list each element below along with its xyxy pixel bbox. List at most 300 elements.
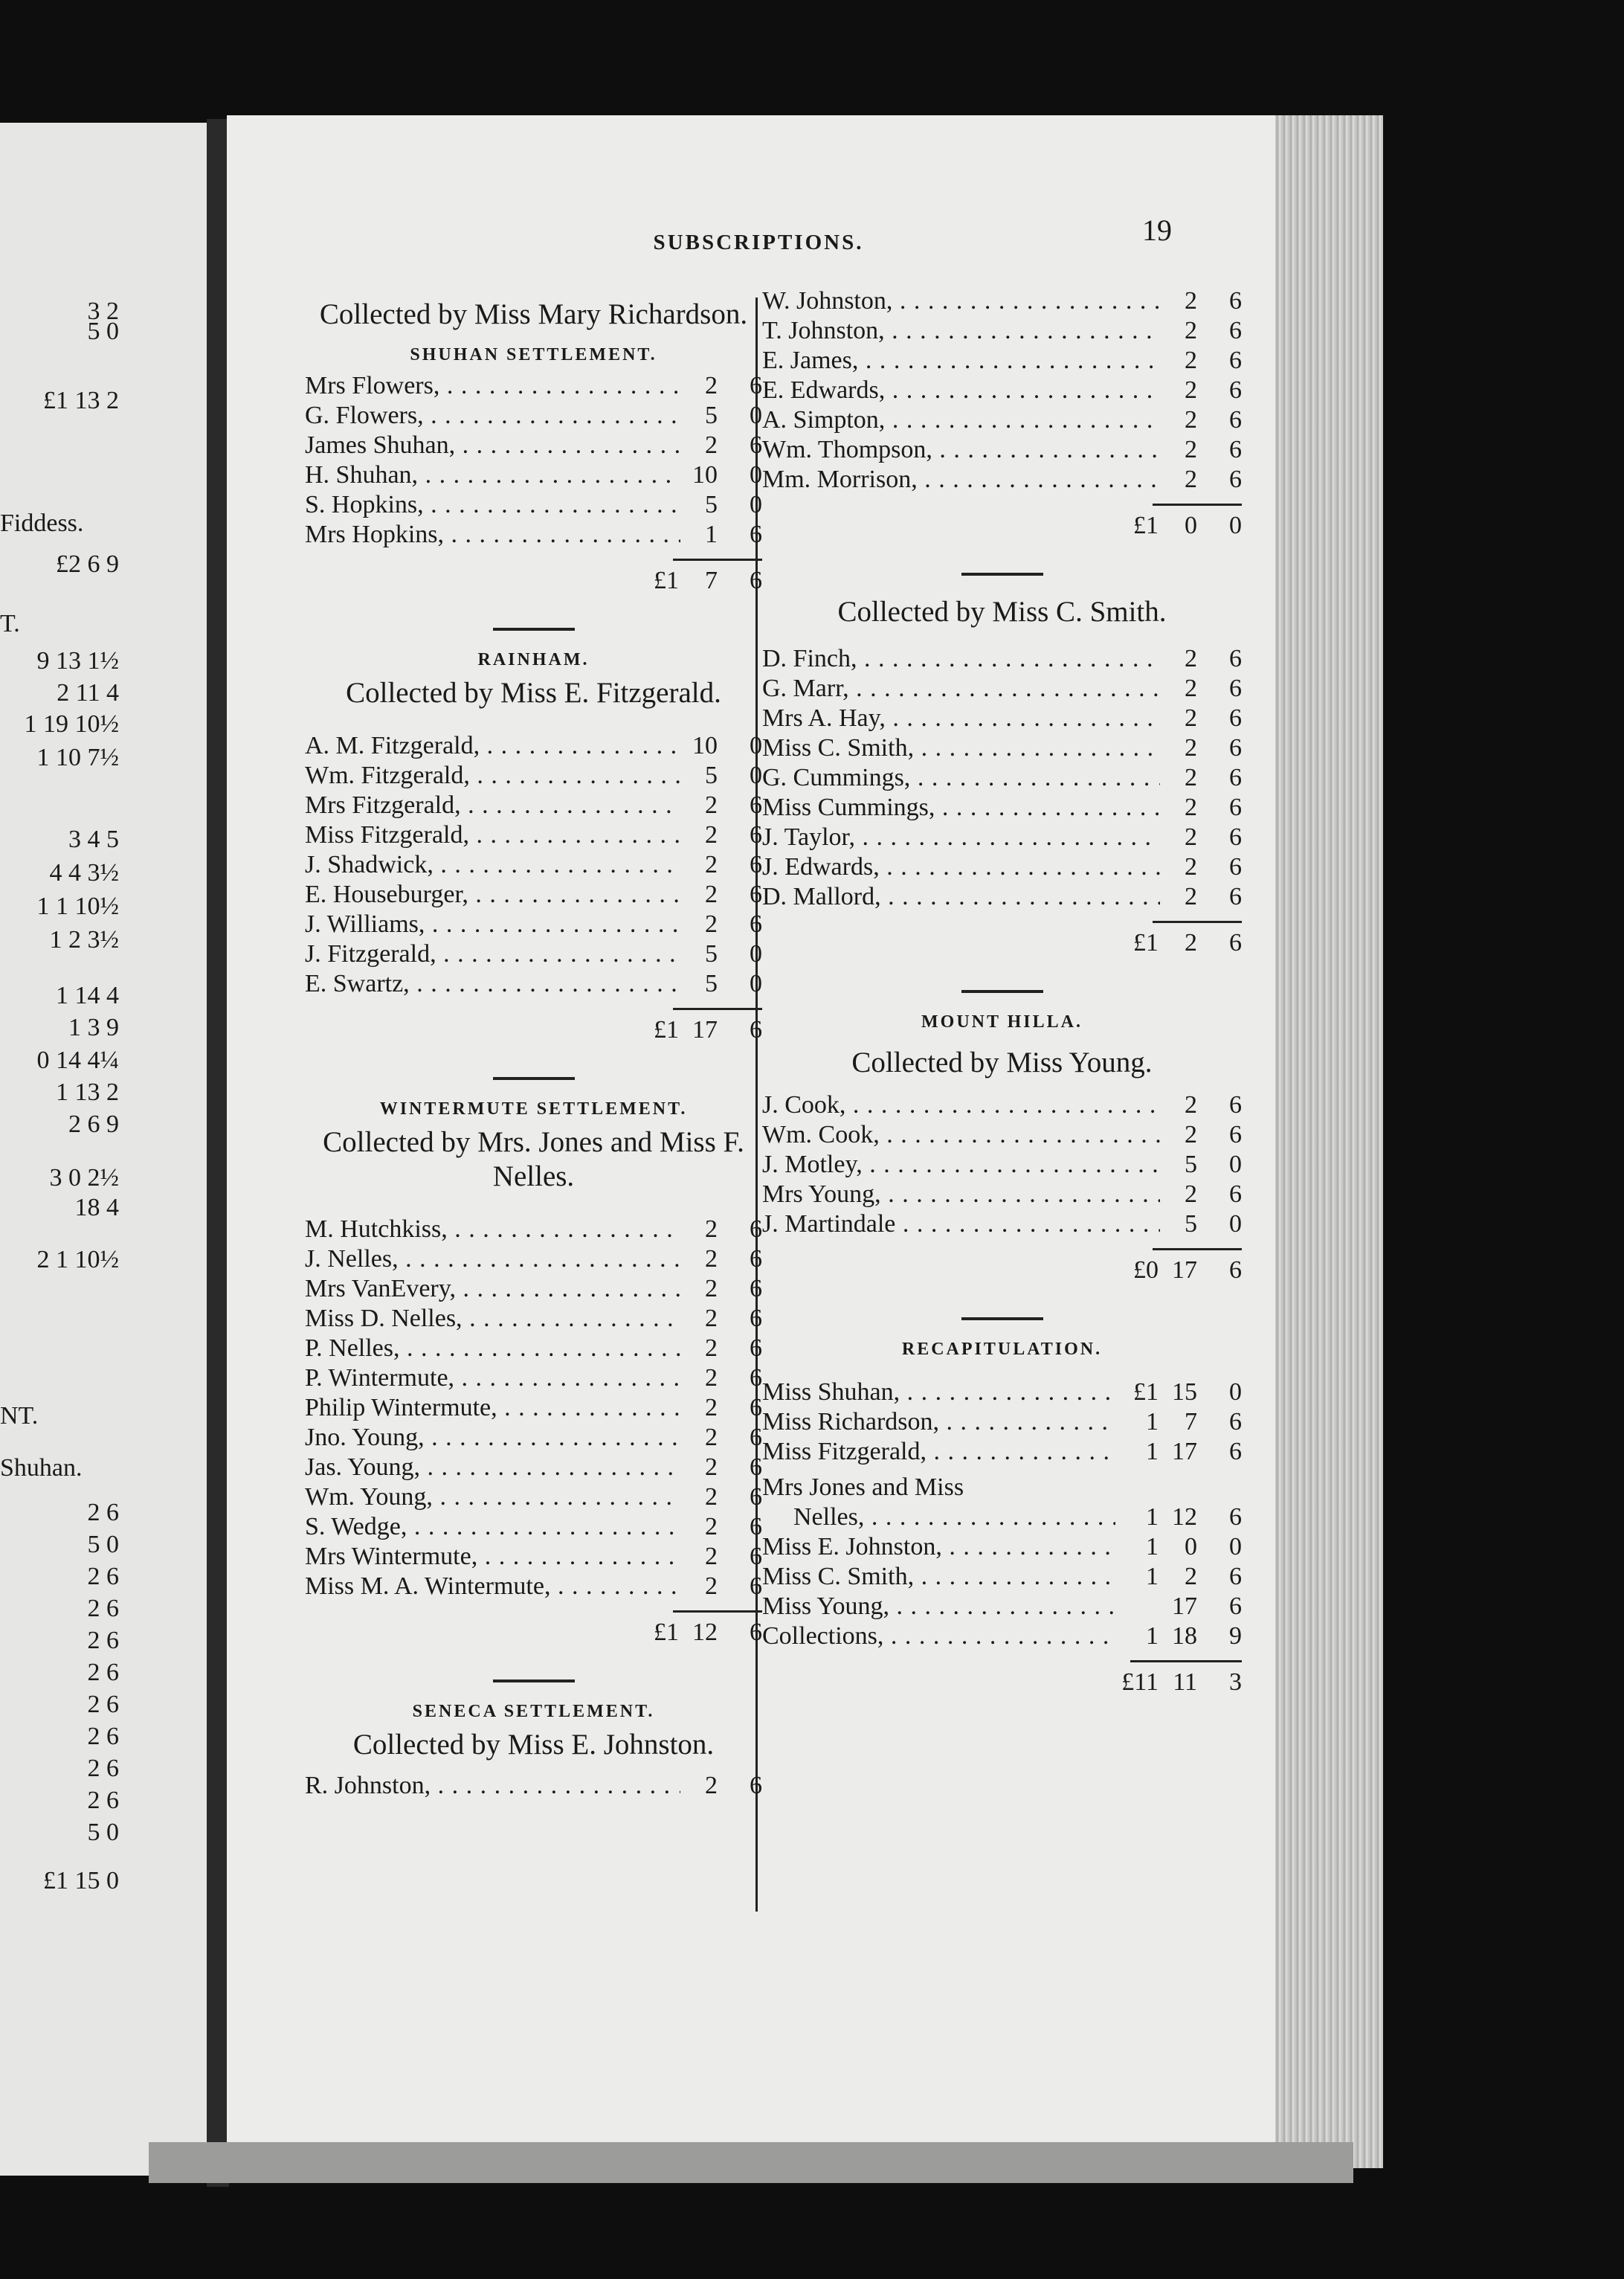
list-item <box>762 1209 1242 1239</box>
block-total <box>762 512 1242 543</box>
sum-rule <box>673 1610 762 1613</box>
facing-page-value: 0 14 4¼ <box>36 1047 119 1074</box>
subscriber-name: E. James, . . . <box>762 346 1160 376</box>
amount-shillings: 2 <box>1185 794 1197 821</box>
amount-shillings: 2 <box>705 1513 718 1540</box>
list-item <box>762 882 1242 912</box>
sum-rule <box>1130 1660 1242 1662</box>
facing-page-value: 2 1 10½ <box>36 1246 119 1273</box>
amount-shillings: 7 <box>1185 1408 1197 1436</box>
amount-pounds: 1 <box>1146 1503 1159 1531</box>
amount-shillings: 2 <box>705 1572 718 1600</box>
amount-pence: 0 <box>750 762 762 789</box>
amount-pence: 0 <box>750 970 762 997</box>
list-item <box>762 823 1242 852</box>
block-total <box>305 1016 762 1047</box>
total-shillings: 17 <box>692 1016 718 1044</box>
page-number: 19 <box>1142 213 1172 247</box>
amount-shillings: 2 <box>1185 823 1197 851</box>
list-item <box>762 1180 1242 1209</box>
subscriber-list <box>305 731 762 999</box>
amount-shillings: 5 <box>705 940 718 968</box>
subscriber-name: E. Edwards, . . . <box>762 376 1160 405</box>
total-pounds: £1 <box>1133 512 1159 539</box>
list-item <box>305 731 762 761</box>
list-item <box>762 1562 1242 1592</box>
facing-page-value: 2 6 9 <box>68 1110 119 1138</box>
subscriber-name: Mrs Fitzgerald, . . . <box>305 791 680 820</box>
collector-heading: Collected by Miss Young. <box>851 1047 1153 1079</box>
subscriber-name: Mrs Hopkins, . . . <box>305 520 680 550</box>
facing-page-value: 2 6 <box>87 1723 119 1750</box>
list-item <box>305 1274 762 1304</box>
total-shillings: 7 <box>705 567 718 594</box>
sum-rule <box>1153 504 1242 506</box>
subscriber-name: Miss Cummings, . . . <box>762 793 1160 823</box>
amount-pence: 6 <box>750 1394 762 1421</box>
facing-page-value: 1 19 10½ <box>24 710 119 738</box>
list-item <box>305 401 762 431</box>
total-pence: 6 <box>1229 929 1242 957</box>
facing-page-line: NT. <box>0 1402 39 1430</box>
running-head: SUBSCRIPTIONS. <box>653 231 864 254</box>
left-column <box>305 298 762 1801</box>
subscriber-name: J. Williams, . . . <box>305 910 680 939</box>
total-shillings: 17 <box>1172 1256 1197 1284</box>
subscriber-name: J. Taylor, . . . <box>762 823 1160 852</box>
amount-pence: 0 <box>1229 1533 1242 1560</box>
subscriber-name: Wm. Cook, . . . <box>762 1120 1160 1150</box>
facing-page-value: 1 3 9 <box>68 1014 119 1041</box>
amount-shillings: 2 <box>1185 1180 1197 1208</box>
subscriber-name: J. Edwards, . . . <box>762 852 1160 882</box>
amount-pounds: 1 <box>1146 1408 1159 1436</box>
amount-shillings: 2 <box>1185 287 1197 315</box>
list-item <box>762 1090 1242 1120</box>
amount-pence: 0 <box>750 491 762 518</box>
subscriber-name: Miss Fitzgerald, . . . <box>762 1437 1115 1467</box>
facing-page-value: 1 10 7½ <box>36 744 119 771</box>
subscriber-name: J. Fitzgerald, . . . <box>305 939 680 969</box>
amount-pence: 6 <box>1229 1503 1242 1531</box>
section-title: RAINHAM. <box>477 650 590 669</box>
amount-pence: 6 <box>1229 317 1242 344</box>
subscriber-name: J. Cook, . . . <box>762 1090 1160 1120</box>
subscriber-name: E. Swartz, . . . <box>305 969 680 999</box>
subscriber-name: A. M. Fitzgerald, . . . <box>305 731 680 761</box>
subscriber-list <box>305 371 762 550</box>
section-title: WINTERMUTE SETTLEMENT. <box>379 1099 688 1119</box>
subscriber-name: Miss E. Johnston, . . . <box>762 1532 1115 1562</box>
amount-pence: 6 <box>1229 1091 1242 1119</box>
subscriber-name: Mrs Wintermute, . . . <box>305 1542 680 1572</box>
amount-pounds: 1 <box>1146 1622 1159 1650</box>
subscriber-name: R. Johnston, . . . <box>305 1771 680 1801</box>
amount-pence: 0 <box>750 402 762 429</box>
amount-shillings: 5 <box>705 491 718 518</box>
facing-page-value: 1 2 3½ <box>49 926 119 954</box>
amount-shillings: 2 <box>705 1245 718 1273</box>
facing-page-line: T. <box>0 610 20 637</box>
amount-shillings: 5 <box>1185 1210 1197 1238</box>
amount-pence: 6 <box>1229 1592 1242 1620</box>
subscriber-name: J. Shadwick, . . . <box>305 850 680 880</box>
list-item <box>305 1542 762 1572</box>
amount-shillings: 5 <box>705 402 718 429</box>
total-pence: 6 <box>1229 1256 1242 1284</box>
amount-pence: 6 <box>1229 883 1242 910</box>
facing-page-value: 2 11 4 <box>57 679 119 707</box>
facing-page-value: 2 6 <box>87 1595 119 1622</box>
facing-page-value: 2 6 <box>87 1659 119 1686</box>
subscriber-name: Jas. Young, . . . <box>305 1453 680 1482</box>
amount-shillings: 17 <box>1172 1438 1197 1465</box>
subscriber-name: Mrs Flowers, . . . <box>305 371 680 401</box>
list-item <box>305 1512 762 1542</box>
total-shillings: 0 <box>1185 512 1197 539</box>
subscriber-name: E. Houseburger, . . . <box>305 880 680 910</box>
list-item <box>762 1621 1242 1651</box>
amount-pence: 6 <box>1229 704 1242 732</box>
list-item <box>305 969 762 999</box>
amount-pence: 6 <box>750 910 762 938</box>
list-item <box>305 431 762 460</box>
total-pounds: £1 <box>654 567 679 594</box>
amount-shillings: 2 <box>1185 406 1197 434</box>
amount-shillings: 2 <box>705 1334 718 1362</box>
list-item <box>762 286 1242 316</box>
subscriber-name: W. Johnston, . . . <box>762 286 1160 316</box>
facing-page-value: 9 13 1½ <box>36 647 119 675</box>
list-item <box>305 850 762 880</box>
right-column <box>762 286 1242 1700</box>
subscriber-name: Miss Richardson, . . . <box>762 1407 1115 1437</box>
subscriber-list <box>305 1771 762 1801</box>
facing-page-value: 5 0 <box>87 1531 119 1558</box>
subscriber-name: Miss C. Smith, . . . <box>762 1562 1115 1592</box>
total-pence: 0 <box>1229 512 1242 539</box>
amount-pence: 6 <box>1229 466 1242 493</box>
block-total <box>762 1256 1242 1288</box>
subscriber-name: Philip Wintermute, . . . <box>305 1393 680 1423</box>
amount-pence: 6 <box>750 1483 762 1511</box>
subscriber-name: Miss M. A. Wintermute, . . . <box>305 1572 680 1601</box>
list-item <box>305 1244 762 1274</box>
amount-shillings: 2 <box>1185 853 1197 881</box>
amount-pence: 6 <box>750 1245 762 1273</box>
block-total <box>305 1619 762 1650</box>
facing-page-value: 2 6 <box>87 1787 119 1814</box>
list-item <box>305 1572 762 1601</box>
list-item <box>305 820 762 850</box>
total-pounds: £1 <box>654 1016 679 1044</box>
facing-page-value: 4 4 3½ <box>49 859 119 887</box>
amount-shillings: 10 <box>692 461 718 489</box>
list-item <box>762 1378 1242 1407</box>
amount-pence: 6 <box>750 881 762 908</box>
list-item <box>762 674 1242 704</box>
amount-shillings: 2 <box>1185 466 1197 493</box>
facing-page-value: £2 6 9 <box>56 550 119 578</box>
subscriber-name: Collections, . . . <box>762 1621 1115 1651</box>
amount-shillings: 5 <box>1185 1151 1197 1178</box>
book-gutter <box>207 119 229 2187</box>
list-item <box>305 880 762 910</box>
facing-page-value: 1 14 4 <box>56 982 119 1009</box>
facing-page-value: 1 1 10½ <box>36 893 119 920</box>
amount-pence: 6 <box>750 821 762 849</box>
amount-shillings: 2 <box>705 910 718 938</box>
section-title: SHUHAN SETTLEMENT. <box>410 345 657 364</box>
amount-pence: 6 <box>1229 794 1242 821</box>
amount-shillings: 2 <box>705 1275 718 1302</box>
subscriber-name: Jno. Young, . . . <box>305 1423 680 1453</box>
collector-heading: Collected by Miss E. Johnston. <box>352 1729 715 1761</box>
facing-page-value: £1 13 2 <box>43 387 119 414</box>
list-item <box>762 793 1242 823</box>
subscriber-name: A. Simpton, . . . <box>762 405 1160 435</box>
list-item <box>762 1437 1242 1467</box>
subscriber-name: Miss C. Smith, . . . <box>762 733 1160 763</box>
subscriber-name: Miss Fitzgerald, . . . <box>305 820 680 850</box>
amount-shillings: 1 <box>705 521 718 548</box>
subscriber-name: P. Nelles, . . . <box>305 1334 680 1363</box>
amount-pence: 6 <box>750 372 762 399</box>
amount-shillings: 2 <box>1185 347 1197 374</box>
amount-shillings: 18 <box>1172 1622 1197 1650</box>
subscriber-name: Mrs A. Hay, . . . <box>762 704 1160 733</box>
amount-shillings: 2 <box>705 1483 718 1511</box>
amount-shillings: 2 <box>1185 376 1197 404</box>
amount-shillings: 2 <box>705 1453 718 1481</box>
amount-pence: 6 <box>750 521 762 548</box>
recap-list <box>762 1502 1242 1532</box>
amount-pence: 6 <box>750 1572 762 1600</box>
amount-pence: 6 <box>1229 645 1242 672</box>
amount-shillings: 2 <box>705 851 718 878</box>
sum-rule <box>1153 921 1242 923</box>
subscriber-name: P. Wintermute, . . . <box>305 1363 680 1393</box>
amount-pence: 6 <box>1229 287 1242 315</box>
amount-pence: 6 <box>1229 823 1242 851</box>
list-item <box>762 465 1242 495</box>
section-divider <box>493 628 575 631</box>
amount-pence: 6 <box>750 1334 762 1362</box>
amount-pence: 0 <box>750 461 762 489</box>
amount-shillings: 2 <box>705 1305 718 1332</box>
amount-pounds: 1 <box>1146 1533 1159 1560</box>
amount-pounds: £1 <box>1133 1378 1159 1406</box>
amount-pence: 6 <box>1229 436 1242 463</box>
facing-page-value: 5 0 <box>87 1819 119 1846</box>
recap-list <box>762 1532 1242 1651</box>
amount-shillings: 2 <box>1185 1091 1197 1119</box>
total-pounds: £11 <box>1121 1668 1159 1696</box>
subscriber-name: H. Shuhan, . . . <box>305 460 680 490</box>
amount-pence: 0 <box>1229 1151 1242 1178</box>
section-divider <box>493 1679 575 1682</box>
section-title: MOUNT HILLA. <box>921 1012 1083 1032</box>
amount-pence: 6 <box>1229 675 1242 702</box>
total-shillings: 2 <box>1185 929 1197 957</box>
collector-heading: Collected by Mrs. Jones and Miss F. Nelles. <box>323 1126 744 1192</box>
total-shillings: 12 <box>692 1619 718 1646</box>
subscriber-name: Wm. Young, . . . <box>305 1482 680 1512</box>
amount-pence: 6 <box>1229 734 1242 762</box>
facing-page-fragment <box>0 123 207 2176</box>
subscriber-name: S. Wedge, . . . <box>305 1512 680 1542</box>
book-cover-edge <box>149 2142 1353 2183</box>
list-item <box>762 1120 1242 1150</box>
subscriber-name: Nelles, . . . <box>793 1502 1115 1532</box>
facing-page-value: £1 15 0 <box>43 1867 119 1894</box>
total-pounds: £1 <box>654 1619 679 1646</box>
facing-page-value: 5 0 <box>87 318 119 345</box>
subscriber-name: T. Johnston, . . . <box>762 316 1160 346</box>
facing-page-value: 1 13 2 <box>56 1079 119 1106</box>
amount-pence: 6 <box>1229 376 1242 404</box>
list-item <box>305 791 762 820</box>
total-pounds: £1 <box>1133 929 1159 957</box>
subscriber-name: Mm. Morrison, . . . <box>762 465 1160 495</box>
collector-heading: Collected by Miss Mary Richardson. <box>319 298 748 330</box>
subscriber-name: G. Cummings, . . . <box>762 763 1160 793</box>
list-item <box>305 1334 762 1363</box>
total-pence: 3 <box>1229 1668 1242 1696</box>
list-item <box>762 852 1242 882</box>
list-item <box>305 460 762 490</box>
amount-pence: 6 <box>1229 1438 1242 1465</box>
amount-pence: 6 <box>1229 347 1242 374</box>
subscriber-name: M. Hutchkiss, . . . <box>305 1215 680 1244</box>
amount-pence: 6 <box>1229 1180 1242 1208</box>
amount-pence: 6 <box>750 1305 762 1332</box>
amount-shillings: 2 <box>705 791 718 819</box>
amount-shillings: 15 <box>1172 1378 1197 1406</box>
amount-shillings: 0 <box>1185 1533 1197 1560</box>
amount-shillings: 17 <box>1172 1592 1197 1620</box>
amount-pence: 6 <box>750 1543 762 1570</box>
list-item <box>762 1150 1242 1180</box>
list-item <box>762 1407 1242 1437</box>
list-item <box>762 346 1242 376</box>
facing-page-value: 18 4 <box>74 1194 119 1221</box>
facing-page-value: 2 6 <box>87 1499 119 1526</box>
section-divider <box>961 990 1043 993</box>
list-item <box>305 1363 762 1393</box>
facing-page-value: 2 6 <box>87 1563 119 1590</box>
subscriber-name: J. Martindale . . . <box>762 1209 1160 1239</box>
total-pounds: £0 <box>1133 1256 1159 1284</box>
list-item <box>305 1423 762 1453</box>
subscriber-name: Wm. Thompson, . . . <box>762 435 1160 465</box>
list-item <box>762 644 1242 674</box>
collector-heading: Collected by Miss C. Smith. <box>837 596 1167 628</box>
amount-pence: 6 <box>1229 1408 1242 1436</box>
total-pence: 6 <box>750 1619 762 1646</box>
amount-shillings: 5 <box>705 762 718 789</box>
subscriber-name: J. Motley, . . . <box>762 1150 1160 1180</box>
amount-pence: 6 <box>750 1424 762 1451</box>
amount-shillings: 2 <box>705 1772 718 1799</box>
subscriber-list <box>305 1215 762 1601</box>
subscriber-name: G. Marr, . . . <box>762 674 1160 704</box>
list-item <box>305 1304 762 1334</box>
amount-pence: 6 <box>750 791 762 819</box>
amount-shillings: 2 <box>1185 675 1197 702</box>
facing-page-value: 2 6 <box>87 1691 119 1718</box>
total-shillings: 11 <box>1173 1668 1197 1696</box>
total-pence: 6 <box>750 567 762 594</box>
facing-page-value: 2 6 <box>87 1755 119 1782</box>
facing-page-value: 3 0 2½ <box>49 1164 119 1192</box>
list-item <box>305 371 762 401</box>
amount-pence: 9 <box>1229 1622 1242 1650</box>
amount-pence: 0 <box>750 732 762 759</box>
section-title: SENECA SETTLEMENT. <box>412 1702 655 1721</box>
amount-shillings: 2 <box>705 881 718 908</box>
list-item <box>305 761 762 791</box>
facing-page-value: 2 6 <box>87 1627 119 1654</box>
subscriber-name: D. Mallord, . . . <box>762 882 1160 912</box>
amount-shillings: 2 <box>705 372 718 399</box>
section-divider <box>961 573 1043 576</box>
amount-pence: 0 <box>1229 1378 1242 1406</box>
amount-shillings: 2 <box>1185 645 1197 672</box>
subscriber-list <box>762 286 1242 495</box>
amount-shillings: 2 <box>705 1543 718 1570</box>
subscriber-name: G. Flowers, . . . <box>305 401 680 431</box>
list-item <box>305 1393 762 1423</box>
amount-pence: 0 <box>750 940 762 968</box>
amount-pence: 6 <box>750 1364 762 1392</box>
amount-pence: 6 <box>750 1215 762 1243</box>
amount-pence: 6 <box>1229 1121 1242 1148</box>
total-pence: 6 <box>750 1016 762 1044</box>
amount-shillings: 2 <box>1185 704 1197 732</box>
amount-pence: 6 <box>750 851 762 878</box>
amount-shillings: 2 <box>705 1364 718 1392</box>
amount-shillings: 2 <box>705 1215 718 1243</box>
list-item <box>762 763 1242 793</box>
subscriber-name: Mrs Young, . . . <box>762 1180 1160 1209</box>
subscriber-name: S. Hopkins, . . . <box>305 490 680 520</box>
subscriber-name: Miss Young, . . . <box>762 1592 1115 1621</box>
subscriber-name: Wm. Fitzgerald, . . . <box>305 761 680 791</box>
list-item <box>762 316 1242 346</box>
amount-pounds: 1 <box>1146 1438 1159 1465</box>
list-item <box>762 405 1242 435</box>
block-total <box>762 929 1242 960</box>
recap-list <box>762 1378 1242 1467</box>
list-item <box>305 1482 762 1512</box>
list-item <box>305 939 762 969</box>
amount-shillings: 2 <box>1185 883 1197 910</box>
subscriber-name: J. Nelles, . . . <box>305 1244 680 1274</box>
amount-shillings: 2 <box>1185 317 1197 344</box>
amount-shillings: 10 <box>692 732 718 759</box>
facing-page-value: 3 4 5 <box>68 826 119 853</box>
list-item <box>762 435 1242 465</box>
amount-pence: 6 <box>750 1275 762 1302</box>
grand-total <box>762 1668 1242 1700</box>
amount-pence: 6 <box>750 1772 762 1799</box>
list-item <box>793 1502 1242 1532</box>
subscriber-name: James Shuhan, . . . <box>305 431 680 460</box>
section-divider <box>961 1317 1043 1320</box>
list-item <box>762 376 1242 405</box>
list-item <box>305 520 762 550</box>
